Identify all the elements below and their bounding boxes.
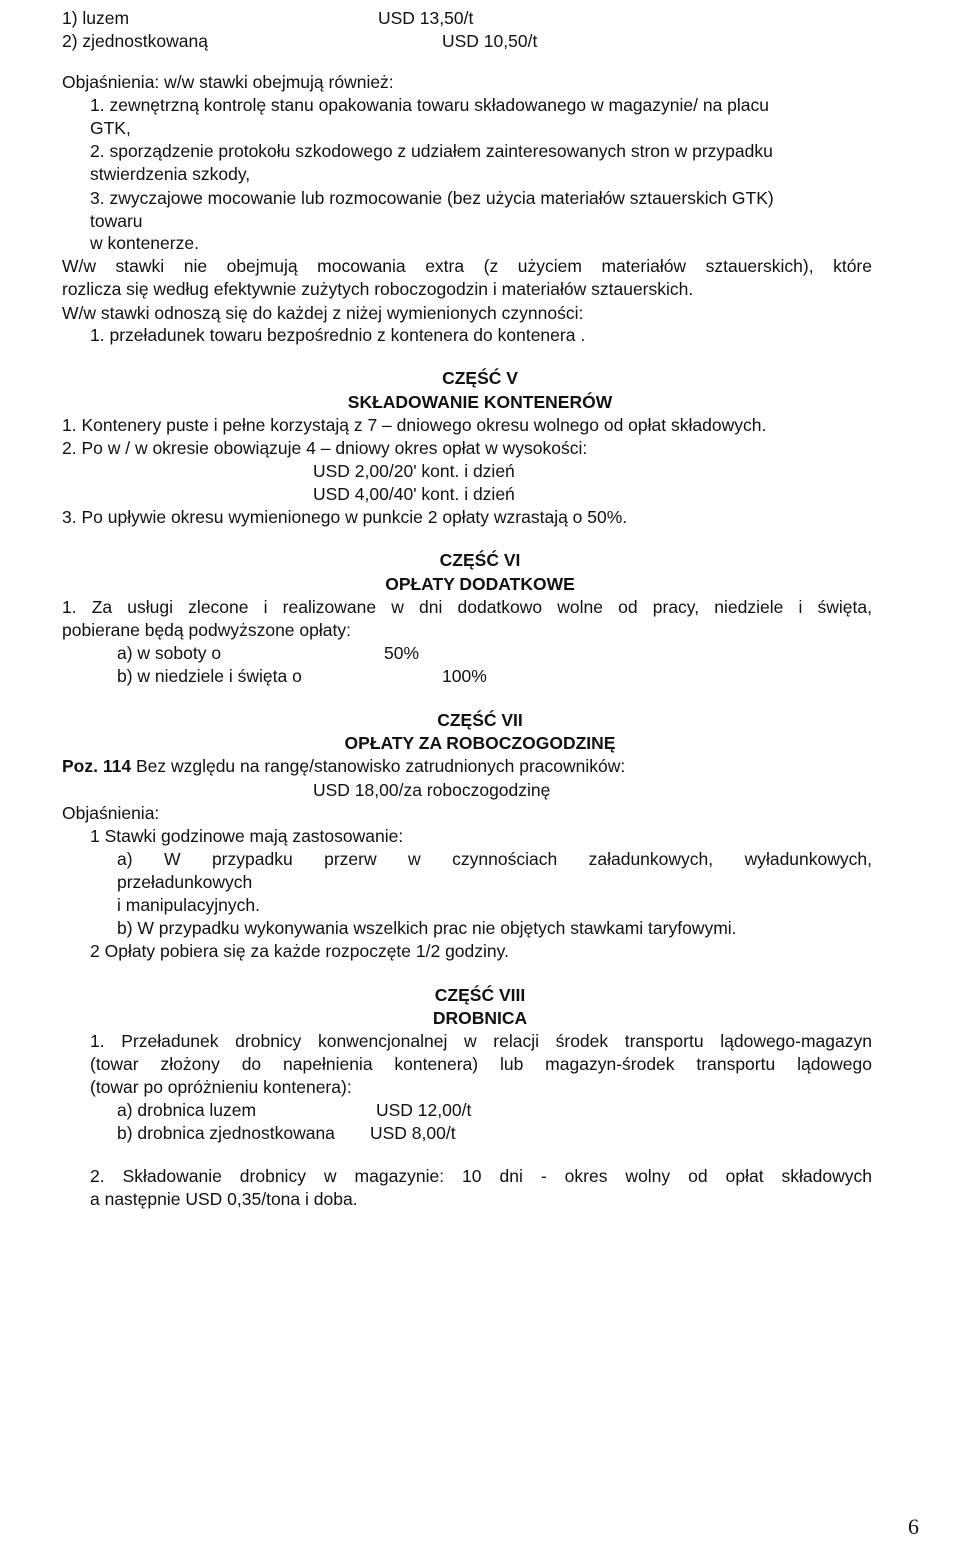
explanation-item-1: 1. zewnętrzną kontrolę stanu opakowania towaru składowanego w magazynie/ na placu [90, 95, 770, 115]
section-7-heading: CZĘŚĆ VII [437, 710, 523, 730]
paragraph-extra-mounting-cont: rozlicza się według efektywnie zużytych roboczogodzin i materiałów sztauerskich. [62, 279, 694, 299]
rate-unit-value: USD 10,50/t [442, 31, 538, 51]
section-8-item-1: 1. Przeładunek drobnicy konwencjonalnej w relacji środek transportu lądowego-magazyn [90, 1031, 872, 1051]
rate-unit-label: 2) zjednostkowaną [62, 31, 208, 51]
hourly-item-1: 1 Stawki godzinowe mają zastosowanie: [90, 826, 404, 846]
section-6-title: OPŁATY DODATKOWE [385, 574, 575, 594]
sunday-label: b) w niedziele i święta o [117, 666, 302, 686]
saturday-value: 50% [384, 643, 420, 663]
page-number: 6 [908, 1514, 919, 1539]
section-6-heading: CZĘŚĆ VI [439, 550, 521, 570]
explanation-item-2-cont: stwierdzenia szkody, [90, 164, 251, 184]
position-114 [62, 756, 625, 776]
storage-rate-40ft: USD 4,00/40' kont. i dzień [313, 484, 515, 504]
breakbulk-unit-label: b) drobnica zjednostkowana [117, 1123, 335, 1143]
section-7-explanations: Objaśnienia: [62, 803, 160, 823]
section-8-item-1-cont2: (towar po opróżnieniu kontenera): [90, 1077, 352, 1097]
section-5-item-1: 1. Kontenery puste i pełne korzystają z 7 – dniowego okresu wolnego od opłat składowych. [62, 415, 767, 435]
breakbulk-loose-label: a) drobnica luzem [117, 1100, 257, 1120]
section-8-heading: CZĘŚĆ VIII [434, 985, 526, 1005]
paragraph-extra-mounting: W/w stawki nie obejmują mocowania extra (z użyciem materiałów sztauerskich), które [62, 256, 872, 276]
section-8-item-1-cont: (towar złożony do napełnienia kontenera) lub magazyn-środek transportu lądowego [90, 1054, 872, 1074]
section-5-item-3: 3. Po upływie okresu wymienionego w punkcie 2 opłaty wzrastają o 50%. [62, 507, 628, 527]
position-number: Poz. 114 [62, 756, 132, 776]
rate-bulk-label: 1) luzem [62, 8, 130, 28]
section-8-title: DROBNICA [432, 1008, 528, 1028]
breakbulk-unit-value: USD 8,00/t [370, 1123, 456, 1143]
section-5-heading: CZĘŚĆ V [442, 368, 518, 388]
explanations-intro: Objaśnienia: w/w stawki obejmują również: [62, 72, 394, 92]
section-5-item-2: 2. Po w / w okresie obowiązuje 4 – dniowy okres opłat w wysokości: [62, 438, 588, 458]
hourly-item-1b: b) W przypadku wykonywania wszelkich prac nie objętych stawkami taryfowymi. [117, 918, 737, 938]
section-6-item-1: 1. Za usługi zlecone i realizowane w dni dodatkowo wolne od pracy, niedziele i święta, [62, 597, 872, 617]
position-text: Bez względu na rangę/stanowisko zatrudnionych pracowników: [131, 756, 626, 776]
paragraph-scope: W/w stawki odnoszą się do każdej z niżej wymienionych czynności: [62, 303, 584, 323]
explanation-item-3-cont: towaru [90, 211, 143, 231]
explanation-item-1-cont: GTK, [90, 118, 131, 138]
hourly-item-1a-cont: przeładunkowych [117, 872, 253, 892]
hourly-item-1a-cont2: i manipulacyjnych. [117, 895, 260, 915]
breakbulk-loose-value: USD 12,00/t [376, 1100, 472, 1120]
section-8-item-2-cont: a następnie USD 0,35/tona i doba. [90, 1189, 358, 1209]
section-5-title: SKŁADOWANIE KONTENERÓW [347, 392, 613, 412]
hourly-rate: USD 18,00/za roboczogodzinę [313, 780, 551, 800]
section-8-item-2: 2. Składowanie drobnicy w magazynie: 10 dni - okres wolny od opłat składowych [90, 1166, 872, 1186]
hourly-item-1a: a) W przypadku przerw w czynnościach załadunkowych, wyładunkowych, [117, 849, 872, 869]
scope-item-1: 1. przeładunek towaru bezpośrednio z kontenera do kontenera . [90, 325, 586, 345]
explanation-item-3-cont2: w kontenerze. [90, 233, 199, 253]
storage-rate-20ft: USD 2,00/20' kont. i dzień [313, 461, 515, 481]
section-7-title: OPŁATY ZA ROBOCZOGODZINĘ [344, 733, 616, 753]
hourly-item-2: 2 Opłaty pobiera się za każde rozpoczęte 1/2 godziny. [90, 941, 509, 961]
explanation-item-2: 2. sporządzenie protokołu szkodowego z udziałem zainteresowanych stron w przypadku [90, 141, 773, 161]
explanation-item-3: 3. zwyczajowe mocowanie lub rozmocowanie (bez użycia materiałów sztauerskich GTK) [90, 188, 774, 208]
rate-bulk-value: USD 13,50/t [378, 8, 474, 28]
section-6-item-1-cont: pobierane będą podwyższone opłaty: [62, 620, 351, 640]
saturday-label: a) w soboty o [117, 643, 222, 663]
sunday-value: 100% [442, 666, 487, 686]
